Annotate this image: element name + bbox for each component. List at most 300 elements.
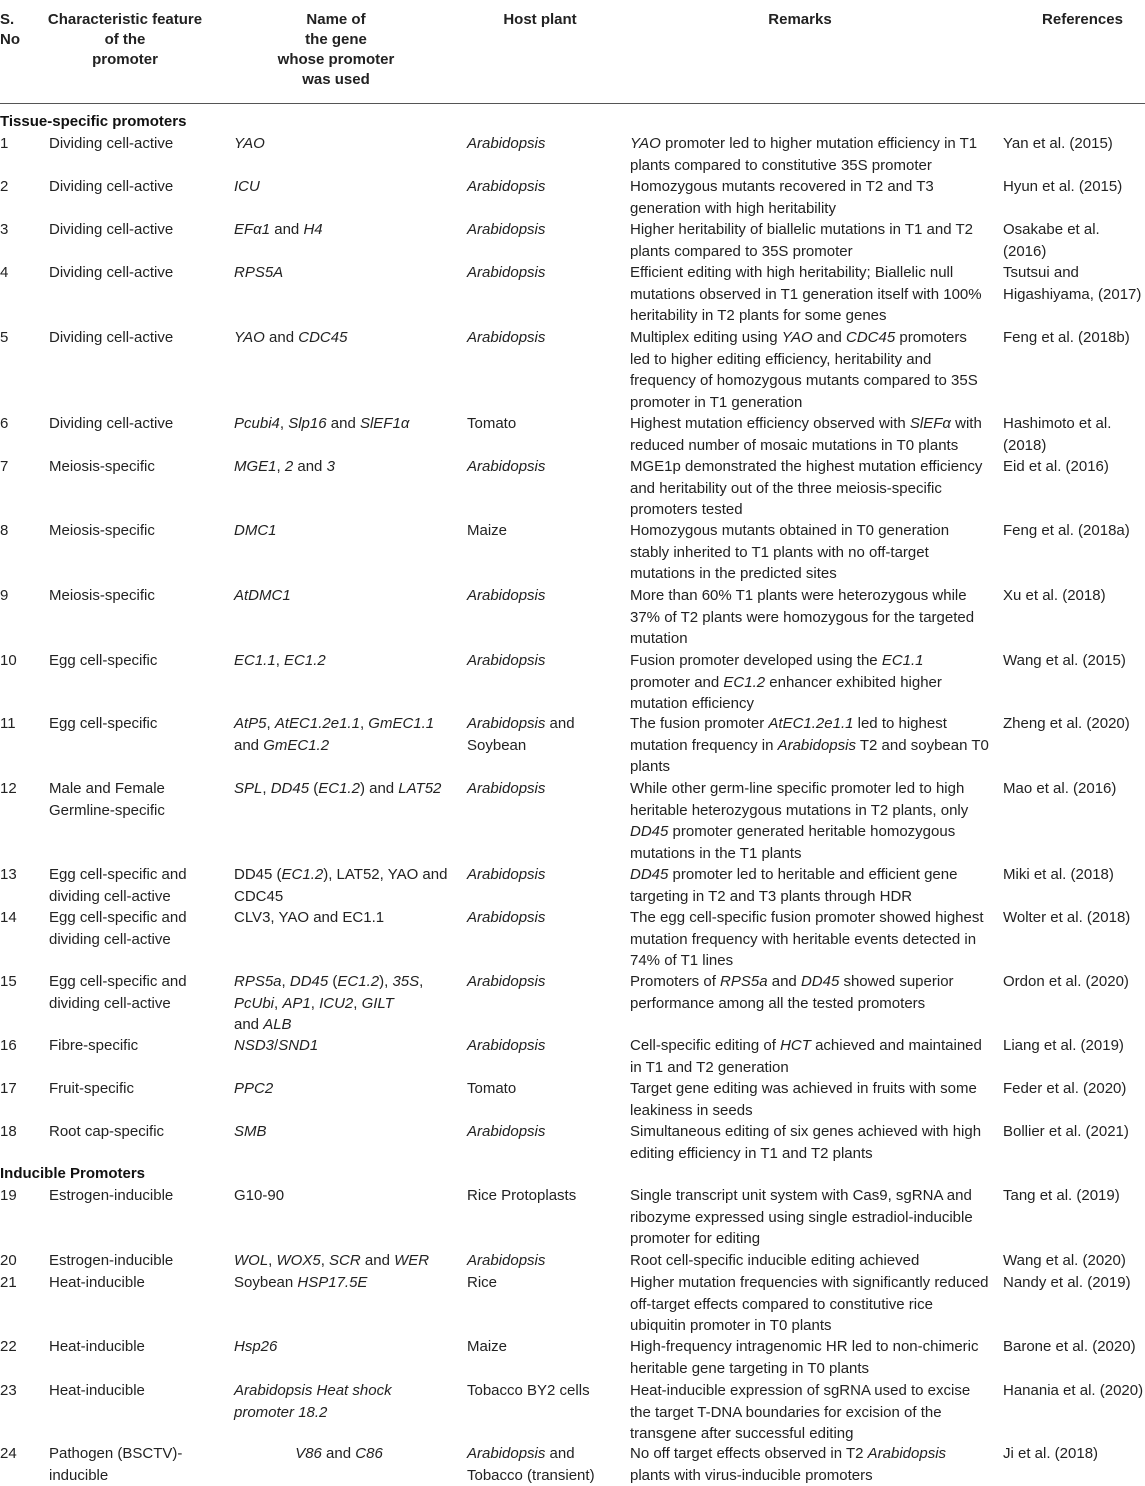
text-run: frequency of homozygous mutants compared to 35S (630, 372, 978, 389)
text-run: SPL (234, 780, 262, 797)
feature-line: Egg cell-specific and (49, 907, 229, 929)
text-run: EC1.1 (882, 652, 924, 669)
gene-line (234, 456, 459, 478)
gene-line (234, 1272, 459, 1294)
text-run: promoter generated heritable homozygous (668, 823, 955, 840)
reference-line: Yan et al. (2015) (1003, 133, 1145, 155)
text-run: MGE1 (234, 458, 277, 475)
feature-line: Egg cell-specific (49, 713, 229, 735)
text-run: Tobacco (transient) (467, 1467, 595, 1484)
text-run: promoter and (630, 674, 723, 691)
promoter-feature (49, 219, 229, 241)
reference-line: Eid et al. (2016) (1003, 456, 1145, 478)
gene-line (234, 520, 459, 542)
promoter-feature (49, 1121, 229, 1143)
gene-line (234, 1035, 459, 1057)
feature-line: Heat-inducible (49, 1336, 229, 1358)
text-run: SND1 (278, 1037, 318, 1054)
text-run: and (813, 329, 846, 346)
host-line (467, 327, 622, 349)
text-run: Arabidopsis (467, 329, 545, 346)
gene-line (234, 219, 459, 241)
text-run: HSP17.5E (297, 1274, 367, 1291)
header-gene-line: the gene (236, 30, 436, 50)
text-run: LAT52 (398, 780, 441, 797)
text-run: led to higher editing efficiency, heritability and (630, 351, 931, 368)
remarks-line (630, 262, 995, 284)
reference-line: Barone et al. (2020) (1003, 1336, 1145, 1358)
row-number: 11 (0, 713, 40, 735)
row-number: 13 (0, 864, 40, 886)
host-plant (467, 971, 622, 993)
remarks (630, 1250, 995, 1272)
host-plant (467, 1380, 622, 1402)
text-run: Arabidopsis (467, 587, 545, 604)
text-run: AtDMC1 (234, 587, 291, 604)
text-run: with (951, 415, 982, 432)
text-run: promoter in T1 generation (630, 394, 802, 411)
feature-line: Fibre-specific (49, 1035, 229, 1057)
remarks-line (630, 821, 995, 843)
feature-line: Dividing cell-active (49, 133, 229, 155)
header-gene-line: was used (236, 70, 436, 90)
text-run: EC1.2 (282, 866, 324, 883)
text-run: Rice (467, 1274, 497, 1291)
text-run: and (293, 458, 326, 475)
feature-line: Egg cell-specific (49, 650, 229, 672)
text-run: ( (309, 780, 318, 797)
text-run: G10-90 (234, 1187, 284, 1204)
host-line (467, 413, 622, 435)
remarks-line (630, 133, 995, 155)
remarks-line (630, 800, 995, 822)
row-number: 21 (0, 1272, 40, 1294)
row-number: 14 (0, 907, 40, 929)
host-plant (467, 1185, 622, 1207)
gene-line (234, 1014, 459, 1036)
row-number: 24 (0, 1443, 40, 1465)
text-run: 37% of T2 plants were homozygous for the targeted (630, 609, 974, 626)
row-number: 20 (0, 1250, 40, 1272)
remarks (630, 520, 995, 585)
host-line (467, 778, 622, 800)
gene-line (234, 713, 459, 735)
reference (1003, 1336, 1145, 1358)
text-run: ALB (263, 1016, 291, 1033)
gene-line (234, 1402, 459, 1424)
gene-name (234, 1121, 459, 1143)
text-run: Homozygous mutants recovered in T2 and T3 (630, 178, 934, 195)
remarks-line (630, 693, 995, 715)
remarks-line (630, 176, 995, 198)
text-run: and (322, 1445, 355, 1462)
feature-line: Root cap-specific (49, 1121, 229, 1143)
text-run: CDC45 (846, 329, 895, 346)
text-run: Arabidopsis (467, 1123, 545, 1140)
text-run: C86 (355, 1445, 383, 1462)
text-run: Soybean (234, 1274, 297, 1291)
gene-name (234, 971, 459, 1036)
gene-name (234, 1443, 444, 1465)
remarks (630, 778, 995, 864)
text-run: Rice Protoplasts (467, 1187, 576, 1204)
remarks (630, 971, 995, 1014)
host-plant (467, 1272, 622, 1294)
text-run: promoter 18.2 (234, 1404, 327, 1421)
remarks (630, 864, 995, 907)
gene-line (234, 327, 459, 349)
text-run: EFα1 (234, 221, 270, 238)
gene-name (234, 262, 459, 284)
text-run: , (277, 458, 285, 475)
remarks-line (630, 713, 995, 735)
row-number: 22 (0, 1336, 40, 1358)
text-run: DD45 (630, 823, 668, 840)
remarks-line (630, 499, 995, 521)
reference (1003, 778, 1145, 800)
host-plant (467, 327, 622, 349)
text-run: ICU2 (319, 995, 353, 1012)
reference (1003, 219, 1145, 262)
row-number: 23 (0, 1380, 40, 1402)
row-number: 9 (0, 585, 40, 607)
text-run: and (265, 329, 298, 346)
reference-line: Liang et al. (2019) (1003, 1035, 1145, 1057)
host-plant (467, 520, 622, 542)
promoter-feature (49, 176, 229, 198)
promoter-feature (49, 864, 229, 907)
remarks-line (630, 929, 995, 951)
text-run: Arabidopsis (467, 221, 545, 238)
text-run: heritable gene targeting in T0 plants (630, 1360, 869, 1377)
reference (1003, 456, 1145, 478)
text-run: promoter led to higher mutation efficiency in T1 (661, 135, 977, 152)
remarks-line (630, 456, 995, 478)
text-run: AP1 (282, 995, 310, 1012)
promoter-feature (49, 133, 229, 155)
remarks (630, 456, 995, 521)
feature-line: Estrogen-inducible (49, 1185, 229, 1207)
text-run: Arabidopsis (467, 780, 545, 797)
host-plant (467, 1078, 622, 1100)
section-inducible: Inducible Promoters (0, 1164, 145, 1184)
gene-name (234, 413, 459, 435)
feature-line: dividing cell-active (49, 993, 229, 1015)
host-plant (467, 413, 622, 435)
header-feature-line: of the (30, 30, 220, 50)
remarks-line (630, 1358, 995, 1380)
remarks-line (630, 241, 995, 263)
host-plant (467, 1035, 622, 1057)
gene-name (234, 1336, 459, 1358)
reference-line: Tang et al. (2019) (1003, 1185, 1145, 1207)
text-run: Fusion promoter developed using the (630, 652, 882, 669)
text-run: Root cell-specific inducible editing achieved (630, 1252, 919, 1269)
remarks-line (630, 563, 995, 585)
remarks-line (630, 778, 995, 800)
text-run: and (270, 221, 303, 238)
remarks-line (630, 1443, 995, 1465)
remarks-line (630, 1294, 995, 1316)
text-run: , (267, 715, 275, 732)
remarks-line (630, 155, 995, 177)
gene-line (234, 907, 459, 929)
text-run: , (276, 652, 284, 669)
remarks (630, 1035, 995, 1078)
gene-name (234, 907, 459, 929)
text-run: mutations observed in T1 generation itself with 100% (630, 286, 982, 303)
text-run: Homozygous mutants obtained in T0 generation (630, 522, 949, 539)
text-run: CDC45 (298, 329, 347, 346)
text-run: in T1 and T2 generation (630, 1059, 789, 1076)
text-run: leakiness in seeds (630, 1102, 753, 1119)
text-run: Arabidopsis (467, 1252, 545, 1269)
promoter-feature (49, 413, 229, 435)
reference-line: Wolter et al. (2018) (1003, 907, 1145, 929)
header-remarks (700, 10, 900, 30)
remarks (630, 176, 995, 219)
remarks (630, 907, 995, 972)
text-run: and (234, 1016, 263, 1033)
gene-name (234, 1185, 459, 1207)
remarks-line (630, 478, 995, 500)
host-line (467, 650, 622, 672)
remarks-line (630, 1100, 995, 1122)
gene-name (234, 864, 459, 907)
remarks-line (630, 756, 995, 778)
reference (1003, 327, 1145, 349)
remarks (630, 1185, 995, 1250)
feature-line: Dividing cell-active (49, 262, 229, 284)
text-run: Arabidopsis (467, 652, 545, 669)
text-run: Cell-specific editing of (630, 1037, 780, 1054)
text-run: , (360, 715, 368, 732)
text-run: Arabidopsis (467, 135, 545, 152)
text-run: YAO (234, 329, 265, 346)
remarks (630, 585, 995, 650)
text-run: More than 60% T1 plants were heterozygous while (630, 587, 967, 604)
text-run: ), LAT52, YAO and (323, 866, 447, 883)
remarks (630, 327, 995, 413)
text-run: generation with high heritability (630, 200, 836, 217)
reference (1003, 864, 1145, 886)
text-run: WOL (234, 1252, 268, 1269)
gene-line (234, 413, 459, 435)
reference-line: Wang et al. (2020) (1003, 1250, 1145, 1272)
text-run: mutation efficiency (630, 695, 754, 712)
gene-name (234, 1272, 459, 1294)
text-run: Higher mutation frequencies with significantly reduced (630, 1274, 989, 1291)
remarks (630, 133, 995, 176)
row-number: 4 (0, 262, 40, 284)
text-run: ) and (360, 780, 398, 797)
text-run: Promoters of (630, 973, 720, 990)
reference (1003, 650, 1145, 672)
text-run: DD45 ( (234, 866, 282, 883)
header-host (460, 10, 620, 30)
text-run: promoter led to heritable and efficient gene (668, 866, 957, 883)
text-run: EC1.2 (318, 780, 360, 797)
gene-line (234, 778, 459, 800)
feature-line: Dividing cell-active (49, 413, 229, 435)
gene-line (234, 585, 459, 607)
text-run: Pcubi4 (234, 415, 280, 432)
reference (1003, 585, 1145, 607)
text-run: SMB (234, 1123, 267, 1140)
text-run: 35S (392, 973, 419, 990)
reference-line: (2018) (1003, 435, 1145, 457)
text-run: Maize (467, 1338, 507, 1355)
text-run: SlEFα (910, 415, 951, 432)
remarks-line (630, 1121, 995, 1143)
host-line (467, 735, 622, 757)
remarks (630, 650, 995, 715)
remarks-line (630, 628, 995, 650)
promoter-feature (49, 713, 229, 735)
reference-line: Osakabe et al. (2016) (1003, 219, 1145, 262)
text-run: EC1.2 (284, 652, 326, 669)
text-run: Soybean (467, 737, 526, 754)
text-run: DMC1 (234, 522, 277, 539)
text-run: Arabidopsis (778, 737, 856, 754)
text-run: 2 (285, 458, 293, 475)
remarks (630, 413, 995, 456)
text-run: YAO (234, 135, 265, 152)
host-line (467, 585, 622, 607)
gene-name (234, 520, 459, 542)
reference-line: Miki et al. (2018) (1003, 864, 1145, 886)
promoter-feature (49, 456, 229, 478)
gene-name (234, 1078, 459, 1100)
reference-line: Ordon et al. (2020) (1003, 971, 1145, 993)
feature-line: Dividing cell-active (49, 219, 229, 241)
gene-line (234, 1380, 459, 1402)
header-gene-line: Name of (236, 10, 436, 30)
reference-line: Feng et al. (2018a) (1003, 520, 1145, 542)
remarks-line (630, 1423, 995, 1445)
text-run: off-target effects compared to constitutive rice (630, 1296, 933, 1313)
text-run: While other germ-line specific promoter led to high (630, 780, 964, 797)
text-run: Tomato (467, 415, 516, 432)
gene-line (234, 262, 459, 284)
remarks-line (630, 435, 995, 457)
reference (1003, 262, 1145, 305)
reference (1003, 1078, 1145, 1100)
remarks-line (630, 1315, 995, 1337)
text-run: and (234, 737, 263, 754)
text-run: , (321, 1252, 329, 1269)
text-run: CLV3, YAO and EC1.1 (234, 909, 384, 926)
host-line (467, 219, 622, 241)
row-number: 18 (0, 1121, 40, 1143)
remarks-line (630, 650, 995, 672)
text-run: ( (328, 973, 337, 990)
promoter-feature (49, 1380, 229, 1402)
gene-line (234, 1185, 459, 1207)
promoter-feature (49, 1272, 229, 1294)
remarks-line (630, 993, 995, 1015)
text-run: Arabidopsis (868, 1445, 946, 1462)
text-run: mutation (630, 630, 688, 647)
remarks-line (630, 1035, 995, 1057)
host-line (467, 1336, 622, 1358)
remarks-line (630, 971, 995, 993)
header-remarks-line: Remarks (700, 10, 900, 30)
reference (1003, 1250, 1145, 1272)
text-run: CDC45 (234, 888, 283, 905)
text-run: plants (630, 758, 670, 775)
text-run: DD45 (801, 973, 839, 990)
reference (1003, 713, 1145, 735)
text-run: and heritability out of the three meiosis-specific (630, 480, 942, 497)
remarks-line (630, 672, 995, 694)
text-run: Arabidopsis (467, 973, 545, 990)
remarks-line (630, 1465, 995, 1486)
remarks-line (630, 1207, 995, 1229)
text-run: Arabidopsis (467, 715, 545, 732)
promoter-feature (49, 1250, 229, 1272)
text-run: Arabidopsis (467, 178, 545, 195)
gene-line (234, 1078, 459, 1100)
text-run: promoter for editing (630, 1230, 760, 1247)
text-run: Arabidopsis (467, 264, 545, 281)
remarks-line (630, 1185, 995, 1207)
text-run: High-frequency intragenomic HR led to non-chimeric (630, 1338, 979, 1355)
text-run: ubiquitin promoter in T0 plants (630, 1317, 832, 1334)
header-references (1020, 10, 1145, 30)
header-host-line: Host plant (460, 10, 620, 30)
header-feature-line: Characteristic feature (30, 10, 220, 30)
text-run: showed superior (839, 973, 953, 990)
host-line (467, 456, 622, 478)
remarks (630, 1121, 995, 1164)
text-run: ICU (234, 178, 260, 195)
text-run: Heat-inducible expression of sgRNA used to excise (630, 1382, 970, 1399)
gene-line (234, 993, 459, 1015)
text-run: 74% of T1 lines (630, 952, 733, 969)
remarks-line (630, 886, 995, 908)
row-number: 15 (0, 971, 40, 993)
reference-line: Mao et al. (2016) (1003, 778, 1145, 800)
host-plant (467, 864, 622, 886)
gene-name (234, 1035, 459, 1057)
text-run: No off target effects observed in T2 (630, 1445, 868, 1462)
promoter-feature (49, 1336, 229, 1358)
reference (1003, 520, 1145, 542)
text-run: Hsp26 (234, 1338, 277, 1355)
remarks-line (630, 864, 995, 886)
reference (1003, 1035, 1145, 1057)
remarks-line (630, 907, 995, 929)
host-plant (467, 176, 622, 198)
gene-name (234, 650, 459, 672)
gene-line (234, 1336, 459, 1358)
reference-line: Feder et al. (2020) (1003, 1078, 1145, 1100)
reference-line: Hyun et al. (2015) (1003, 176, 1145, 198)
text-run: Arabidopsis (467, 866, 545, 883)
remarks-line (630, 370, 995, 392)
host-line (467, 1035, 622, 1057)
text-run: Simultaneous editing of six genes achieved with high (630, 1123, 981, 1140)
gene-line (234, 650, 459, 672)
reference (1003, 1380, 1145, 1402)
host-line (467, 1465, 622, 1486)
reference (1003, 971, 1145, 993)
feature-line: Egg cell-specific and (49, 864, 229, 886)
text-run: , (262, 780, 270, 797)
text-run: led to highest (853, 715, 946, 732)
text-run: plants with virus-inducible promoters (630, 1467, 873, 1484)
